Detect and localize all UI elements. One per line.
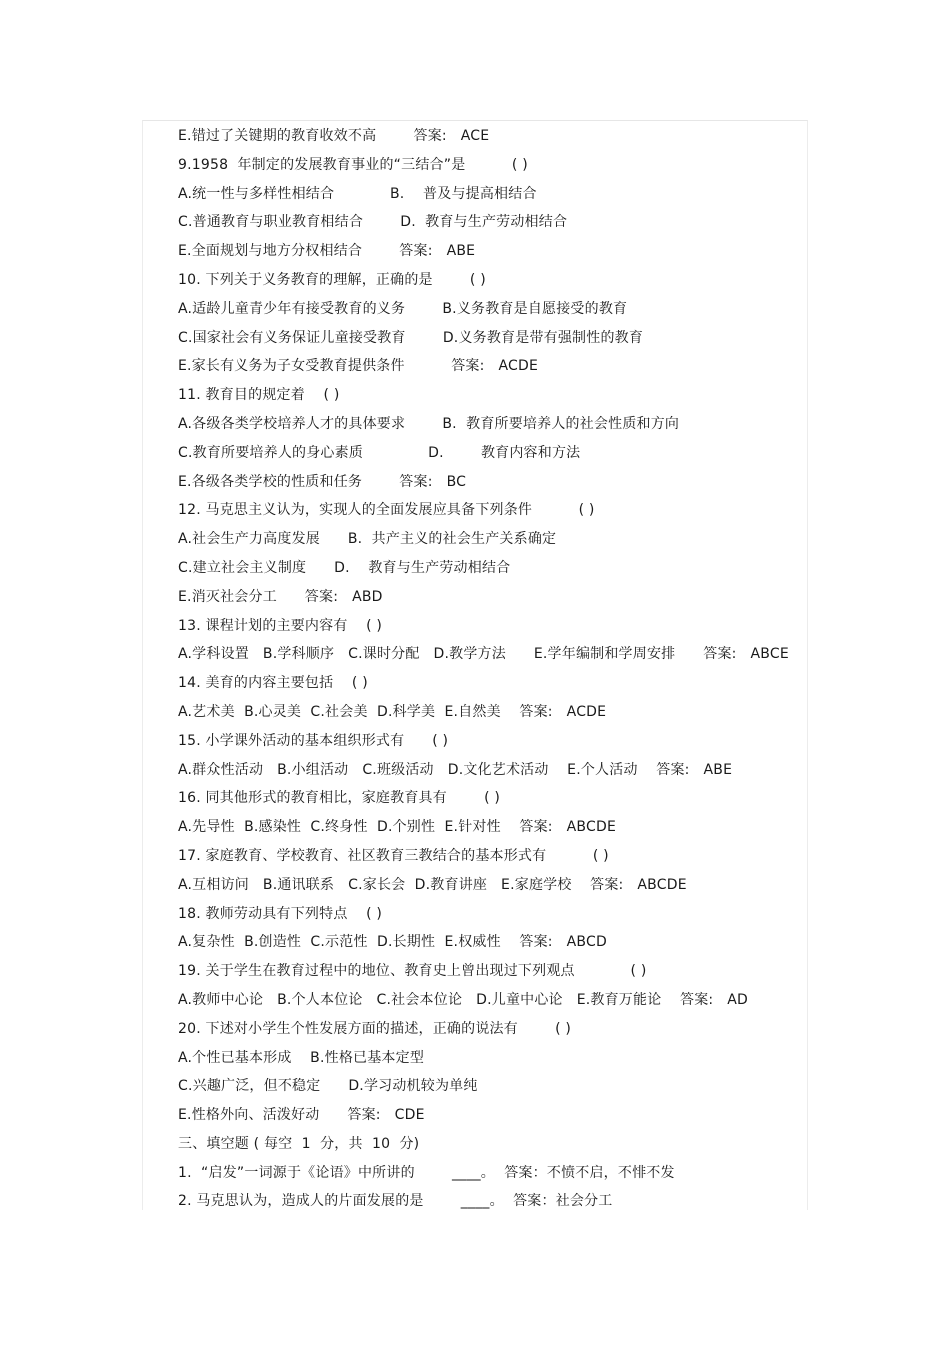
text-line: C.教育所要培养人的身心素质 D. 教育内容和方法 <box>178 444 581 461</box>
text-line: A.复杂性 B.创造性 C.示范性 D.长期性 E.权威性 答案: ABCD <box>178 934 607 951</box>
text-line: A.互相访问 B.通讯联系 C.家长会 D.教育讲座 E.家庭学校 答案: ABCDE <box>178 876 687 893</box>
fill-blank-1: 1. “启发”一词源于《论语》中所讲的 ____。 答案：不愤不启，不悱不发 <box>178 1164 675 1181</box>
question-19: 19. 关于学生在教育过程中的地位、教育史上曾出现过下列观点 ( ) <box>178 963 647 980</box>
text-line: E.全面规划与地方分权相结合 答案: ABE <box>178 243 476 260</box>
question-14: 14. 美育的内容主要包括 ( ) <box>178 675 368 692</box>
question-20: 20. 下述对小学生个性发展方面的描述，正确的说法有 ( ) <box>178 1020 572 1037</box>
text-line: A.群众性活动 B.小组活动 C.班级活动 D.文化艺术活动 E.个人活动 答案: ABE <box>178 761 733 778</box>
text-line: E.各级各类学校的性质和任务 答案: BC <box>178 473 467 490</box>
question-13: 13. 课程计划的主要内容有 ( ) <box>178 617 383 634</box>
text-line: C.普通教育与职业教育相结合 D. 教育与生产劳动相结合 <box>178 214 568 231</box>
question-18: 18. 教师劳动具有下列特点 ( ) <box>178 905 383 922</box>
question-11: 11. 教育目的规定着 ( ) <box>178 387 340 404</box>
text-line: A.各级各类学校培养人才的具体要求 B. 教育所要培养人的社会性质和方向 <box>178 415 680 432</box>
text-line: C.建立社会主义制度 D. 教育与生产劳动相结合 <box>178 559 511 576</box>
text-line: A.教师中心论 B.个人本位论 C.社会本位论 D.儿童中心论 E.教育万能论 答案: AD <box>178 991 749 1008</box>
document-body <box>178 122 838 1216</box>
text-line: A.统一性与多样性相结合 B. 普及与提高相结合 <box>178 185 537 202</box>
text-line: E.消灭社会分工 答案: ABD <box>178 588 383 605</box>
fill-blank-2: 2. 马克思认为，造成人的片面发展的是 ____。 答案：社会分工 <box>178 1193 613 1210</box>
question-15: 15. 小学课外活动的基本组织形式有 ( ) <box>178 732 449 749</box>
text-line: E.错过了关键期的教育收效不高 答案: ACE <box>178 128 490 144</box>
question-16: 16. 同其他形式的教育相比，家庭教育具有 ( ) <box>178 790 501 807</box>
text-line: E.性格外向、活泼好动 答案: CDE <box>178 1107 425 1124</box>
question-17: 17. 家庭教育、学校教育、社区教育三教结合的基本形式有 ( ) <box>178 847 609 864</box>
text-line: A.先导性 B.感染性 C.终身性 D.个别性 E.针对性 答案: ABCDE <box>178 819 616 836</box>
section-heading: 三、填空题 ( 每空 1 分，共 10 分) <box>178 1135 420 1152</box>
text-line: A.学科设置 B.学科顺序 C.课时分配 D.教学方法 E.学年编制和学周安排 答案: ABCE <box>178 646 789 663</box>
text-line: A.社会生产力高度发展 B. 共产主义的社会生产关系确定 <box>178 531 557 548</box>
text-line: E.家长有义务为子女受教育提供条件 答案: ACDE <box>178 358 538 375</box>
text-line: A.艺术美 B.心灵美 C.社会美 D.科学美 E.自然美 答案: ACDE <box>178 703 607 720</box>
question-10: 10. 下列关于义务教育的理解，正确的是 ( ) <box>178 271 486 288</box>
text-line: C.国家社会有义务保证儿童接受教育 D.义务教育是带有强制性的教育 <box>178 329 644 346</box>
text-line: A.适龄儿童青少年有接受教育的义务 B.义务教育是自愿接受的教育 <box>178 300 628 317</box>
question-12: 12. 马克思主义认为，实现人的全面发展应具备下列条件 ( ) <box>178 502 595 519</box>
text-line: A.个性已基本形成 B.性格已基本定型 <box>178 1049 425 1066</box>
question-9: 9.1958 年制定的发展教育事业的“三结合”是 ( ) <box>178 156 528 173</box>
text-line: C.兴趣广泛，但不稳定 D.学习动机较为单纯 <box>178 1078 478 1095</box>
